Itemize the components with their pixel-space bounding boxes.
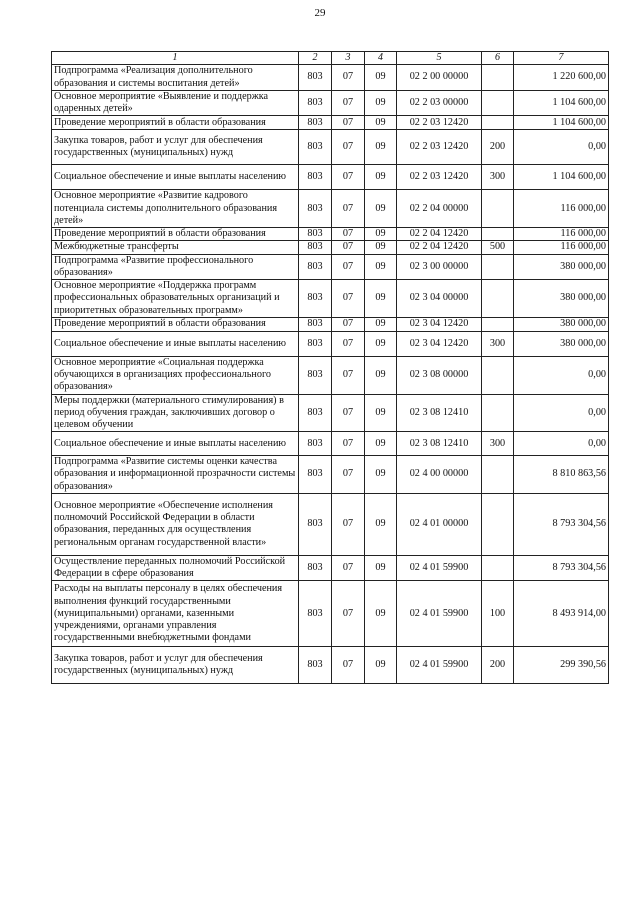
header-col-7: 7 <box>514 52 609 65</box>
table-row <box>52 394 609 432</box>
section-code-cell: 07 <box>332 228 365 241</box>
subsection-code-cell: 09 <box>365 280 397 318</box>
section-code-cell: 07 <box>332 356 365 394</box>
table-row <box>52 91 609 116</box>
amount-cell: 1 220 600,00 <box>514 65 609 91</box>
target-article-cell: 02 2 00 00000 <box>397 65 482 91</box>
subsection-code-cell: 09 <box>365 116 397 130</box>
expense-type-cell: 100 <box>482 581 514 647</box>
table-row <box>52 356 609 394</box>
target-article-cell: 02 2 03 12420 <box>397 116 482 130</box>
amount-cell: 116 000,00 <box>514 241 609 254</box>
amount-cell: 8 493 914,00 <box>514 581 609 647</box>
amount-cell: 1 104 600,00 <box>514 91 609 116</box>
section-code-cell: 07 <box>332 581 365 647</box>
expense-type-cell <box>482 456 514 494</box>
section-code-cell: 07 <box>332 456 365 494</box>
table-row <box>52 331 609 356</box>
amount-cell: 380 000,00 <box>514 331 609 356</box>
amount-cell: 116 000,00 <box>514 228 609 241</box>
amount-cell: 0,00 <box>514 130 609 165</box>
section-code-cell: 07 <box>332 280 365 318</box>
section-code-cell: 07 <box>332 555 365 580</box>
subsection-code-cell: 09 <box>365 432 397 456</box>
subsection-code-cell: 09 <box>365 91 397 116</box>
ministry-code-cell: 803 <box>299 356 332 394</box>
expense-type-cell <box>482 254 514 279</box>
ministry-code-cell: 803 <box>299 280 332 318</box>
ministry-code-cell: 803 <box>299 647 332 684</box>
expense-type-cell <box>482 555 514 580</box>
amount-cell: 0,00 <box>514 432 609 456</box>
target-article-cell: 02 2 03 00000 <box>397 91 482 116</box>
amount-cell: 380 000,00 <box>514 317 609 331</box>
amount-cell: 8 793 304,56 <box>514 555 609 580</box>
section-code-cell: 07 <box>332 165 365 190</box>
row-name-cell: Основное мероприятие «Развитие кадрового потенциала системы дополнительного образования детей» <box>52 190 299 228</box>
subsection-code-cell: 09 <box>365 356 397 394</box>
target-article-cell: 02 4 01 59900 <box>397 555 482 580</box>
target-article-cell: 02 2 03 12420 <box>397 165 482 190</box>
amount-cell: 380 000,00 <box>514 254 609 279</box>
amount-cell: 1 104 600,00 <box>514 165 609 190</box>
ministry-code-cell: 803 <box>299 581 332 647</box>
page-number: 29 <box>314 7 326 19</box>
row-name-cell: Подпрограмма «Развитие системы оценки качества образования и информационной прозрачности системы образования» <box>52 456 299 494</box>
table-row <box>52 254 609 279</box>
ministry-code-cell: 803 <box>299 130 332 165</box>
table-row <box>52 116 609 130</box>
row-name-cell: Подпрограмма «Развитие профессионального образования» <box>52 254 299 279</box>
section-code-cell: 07 <box>332 241 365 254</box>
expense-type-cell <box>482 91 514 116</box>
subsection-code-cell: 09 <box>365 254 397 279</box>
section-code-cell: 07 <box>332 91 365 116</box>
amount-cell: 299 390,56 <box>514 647 609 684</box>
table-row <box>52 280 609 318</box>
amount-cell: 1 104 600,00 <box>514 116 609 130</box>
header-col-2: 2 <box>299 52 332 65</box>
subsection-code-cell: 09 <box>365 165 397 190</box>
subsection-code-cell: 09 <box>365 317 397 331</box>
expense-type-cell <box>482 228 514 241</box>
ministry-code-cell: 803 <box>299 116 332 130</box>
ministry-code-cell: 803 <box>299 91 332 116</box>
row-name-cell: Проведение мероприятий в области образования <box>52 116 299 130</box>
header-col-4: 4 <box>365 52 397 65</box>
amount-cell: 8 793 304,56 <box>514 493 609 555</box>
target-article-cell: 02 4 00 00000 <box>397 456 482 494</box>
row-name-cell: Осуществление переданных полномочий Российской Федерации в сфере образования <box>52 555 299 580</box>
target-article-cell: 02 3 00 00000 <box>397 254 482 279</box>
expense-type-cell <box>482 116 514 130</box>
section-code-cell: 07 <box>332 647 365 684</box>
row-name-cell: Основное мероприятие «Социальная поддержка обучающихся в организациях профессионального образования» <box>52 356 299 394</box>
subsection-code-cell: 09 <box>365 331 397 356</box>
target-article-cell: 02 2 03 12420 <box>397 130 482 165</box>
table-row <box>52 165 609 190</box>
table-row <box>52 456 609 494</box>
ministry-code-cell: 803 <box>299 241 332 254</box>
expense-type-cell <box>482 317 514 331</box>
header-col-1: 1 <box>52 52 299 65</box>
header-row <box>52 52 609 65</box>
row-name-cell: Социальное обеспечение и иные выплаты населению <box>52 331 299 356</box>
ministry-code-cell: 803 <box>299 190 332 228</box>
subsection-code-cell: 09 <box>365 394 397 432</box>
ministry-code-cell: 803 <box>299 555 332 580</box>
target-article-cell: 02 2 04 12420 <box>397 228 482 241</box>
subsection-code-cell: 09 <box>365 130 397 165</box>
row-name-cell: Социальное обеспечение и иные выплаты населению <box>52 165 299 190</box>
table-row <box>52 130 609 165</box>
expense-type-cell: 200 <box>482 130 514 165</box>
row-name-cell: Меры поддержки (материального стимулирования) в период обучения граждан, заключивших договор о целевом обучении <box>52 394 299 432</box>
ministry-code-cell: 803 <box>299 394 332 432</box>
row-name-cell: Межбюджетные трансферты <box>52 241 299 254</box>
expense-type-cell: 300 <box>482 165 514 190</box>
expense-type-cell: 500 <box>482 241 514 254</box>
row-name-cell: Основное мероприятие «Поддержка программ профессиональных образовательных организаций и приоритетных образовательных программ» <box>52 280 299 318</box>
subsection-code-cell: 09 <box>365 555 397 580</box>
row-name-cell: Подпрограмма «Реализация дополнительного образования и системы воспитания детей» <box>52 65 299 91</box>
row-name-cell: Закупка товаров, работ и услуг для обеспечения государственных (муниципальных) нужд <box>52 130 299 165</box>
amount-cell: 0,00 <box>514 394 609 432</box>
amount-cell: 8 810 863,56 <box>514 456 609 494</box>
amount-cell: 0,00 <box>514 356 609 394</box>
expense-type-cell <box>482 65 514 91</box>
subsection-code-cell: 09 <box>365 228 397 241</box>
target-article-cell: 02 2 04 12420 <box>397 241 482 254</box>
target-article-cell: 02 4 01 59900 <box>397 647 482 684</box>
expense-type-cell <box>482 356 514 394</box>
expense-type-cell: 300 <box>482 331 514 356</box>
expense-type-cell: 300 <box>482 432 514 456</box>
expense-type-cell <box>482 280 514 318</box>
expense-type-cell <box>482 493 514 555</box>
table-row <box>52 555 609 580</box>
table-row <box>52 241 609 254</box>
row-name-cell: Основное мероприятие «Обеспечение исполнения полномочий Российской Федерации в области образования, переданных для осуществления региональным органам государственной власти» <box>52 493 299 555</box>
section-code-cell: 07 <box>332 493 365 555</box>
target-article-cell: 02 3 08 12410 <box>397 432 482 456</box>
row-name-cell: Расходы на выплаты персоналу в целях обеспечения выполнения функций государственными (муниципальными) органами, казенными учреждениями, органами управления государственными внебюджетными фондами <box>52 581 299 647</box>
target-article-cell: 02 4 01 00000 <box>397 493 482 555</box>
amount-cell: 380 000,00 <box>514 280 609 318</box>
budget-table <box>51 51 609 684</box>
section-code-cell: 07 <box>332 394 365 432</box>
target-article-cell: 02 3 04 00000 <box>397 280 482 318</box>
row-name-cell: Основное мероприятие «Выявление и поддержка одаренных детей» <box>52 91 299 116</box>
ministry-code-cell: 803 <box>299 228 332 241</box>
target-article-cell: 02 3 08 12410 <box>397 394 482 432</box>
table-row <box>52 190 609 228</box>
subsection-code-cell: 09 <box>365 190 397 228</box>
section-code-cell: 07 <box>332 432 365 456</box>
ministry-code-cell: 803 <box>299 65 332 91</box>
ministry-code-cell: 803 <box>299 493 332 555</box>
ministry-code-cell: 803 <box>299 254 332 279</box>
subsection-code-cell: 09 <box>365 241 397 254</box>
section-code-cell: 07 <box>332 130 365 165</box>
table-row <box>52 493 609 555</box>
section-code-cell: 07 <box>332 65 365 91</box>
target-article-cell: 02 4 01 59900 <box>397 581 482 647</box>
ministry-code-cell: 803 <box>299 165 332 190</box>
subsection-code-cell: 09 <box>365 647 397 684</box>
target-article-cell: 02 3 08 00000 <box>397 356 482 394</box>
ministry-code-cell: 803 <box>299 331 332 356</box>
ministry-code-cell: 803 <box>299 432 332 456</box>
row-name-cell: Закупка товаров, работ и услуг для обеспечения государственных (муниципальных) нужд <box>52 647 299 684</box>
table-row <box>52 228 609 241</box>
section-code-cell: 07 <box>332 190 365 228</box>
row-name-cell: Проведение мероприятий в области образования <box>52 228 299 241</box>
section-code-cell: 07 <box>332 116 365 130</box>
row-name-cell: Проведение мероприятий в области образования <box>52 317 299 331</box>
header-col-5: 5 <box>397 52 482 65</box>
table-row <box>52 647 609 684</box>
table-row <box>52 317 609 331</box>
table-row <box>52 65 609 91</box>
target-article-cell: 02 3 04 12420 <box>397 317 482 331</box>
subsection-code-cell: 09 <box>365 65 397 91</box>
header-col-3: 3 <box>332 52 365 65</box>
subsection-code-cell: 09 <box>365 493 397 555</box>
subsection-code-cell: 09 <box>365 581 397 647</box>
target-article-cell: 02 2 04 00000 <box>397 190 482 228</box>
section-code-cell: 07 <box>332 331 365 356</box>
table-row <box>52 432 609 456</box>
row-name-cell: Социальное обеспечение и иные выплаты населению <box>52 432 299 456</box>
expense-type-cell: 200 <box>482 647 514 684</box>
amount-cell: 116 000,00 <box>514 190 609 228</box>
table-row <box>52 581 609 647</box>
section-code-cell: 07 <box>332 254 365 279</box>
expense-type-cell <box>482 190 514 228</box>
section-code-cell: 07 <box>332 317 365 331</box>
header-col-6: 6 <box>482 52 514 65</box>
expense-type-cell <box>482 394 514 432</box>
target-article-cell: 02 3 04 12420 <box>397 331 482 356</box>
ministry-code-cell: 803 <box>299 317 332 331</box>
subsection-code-cell: 09 <box>365 456 397 494</box>
ministry-code-cell: 803 <box>299 456 332 494</box>
